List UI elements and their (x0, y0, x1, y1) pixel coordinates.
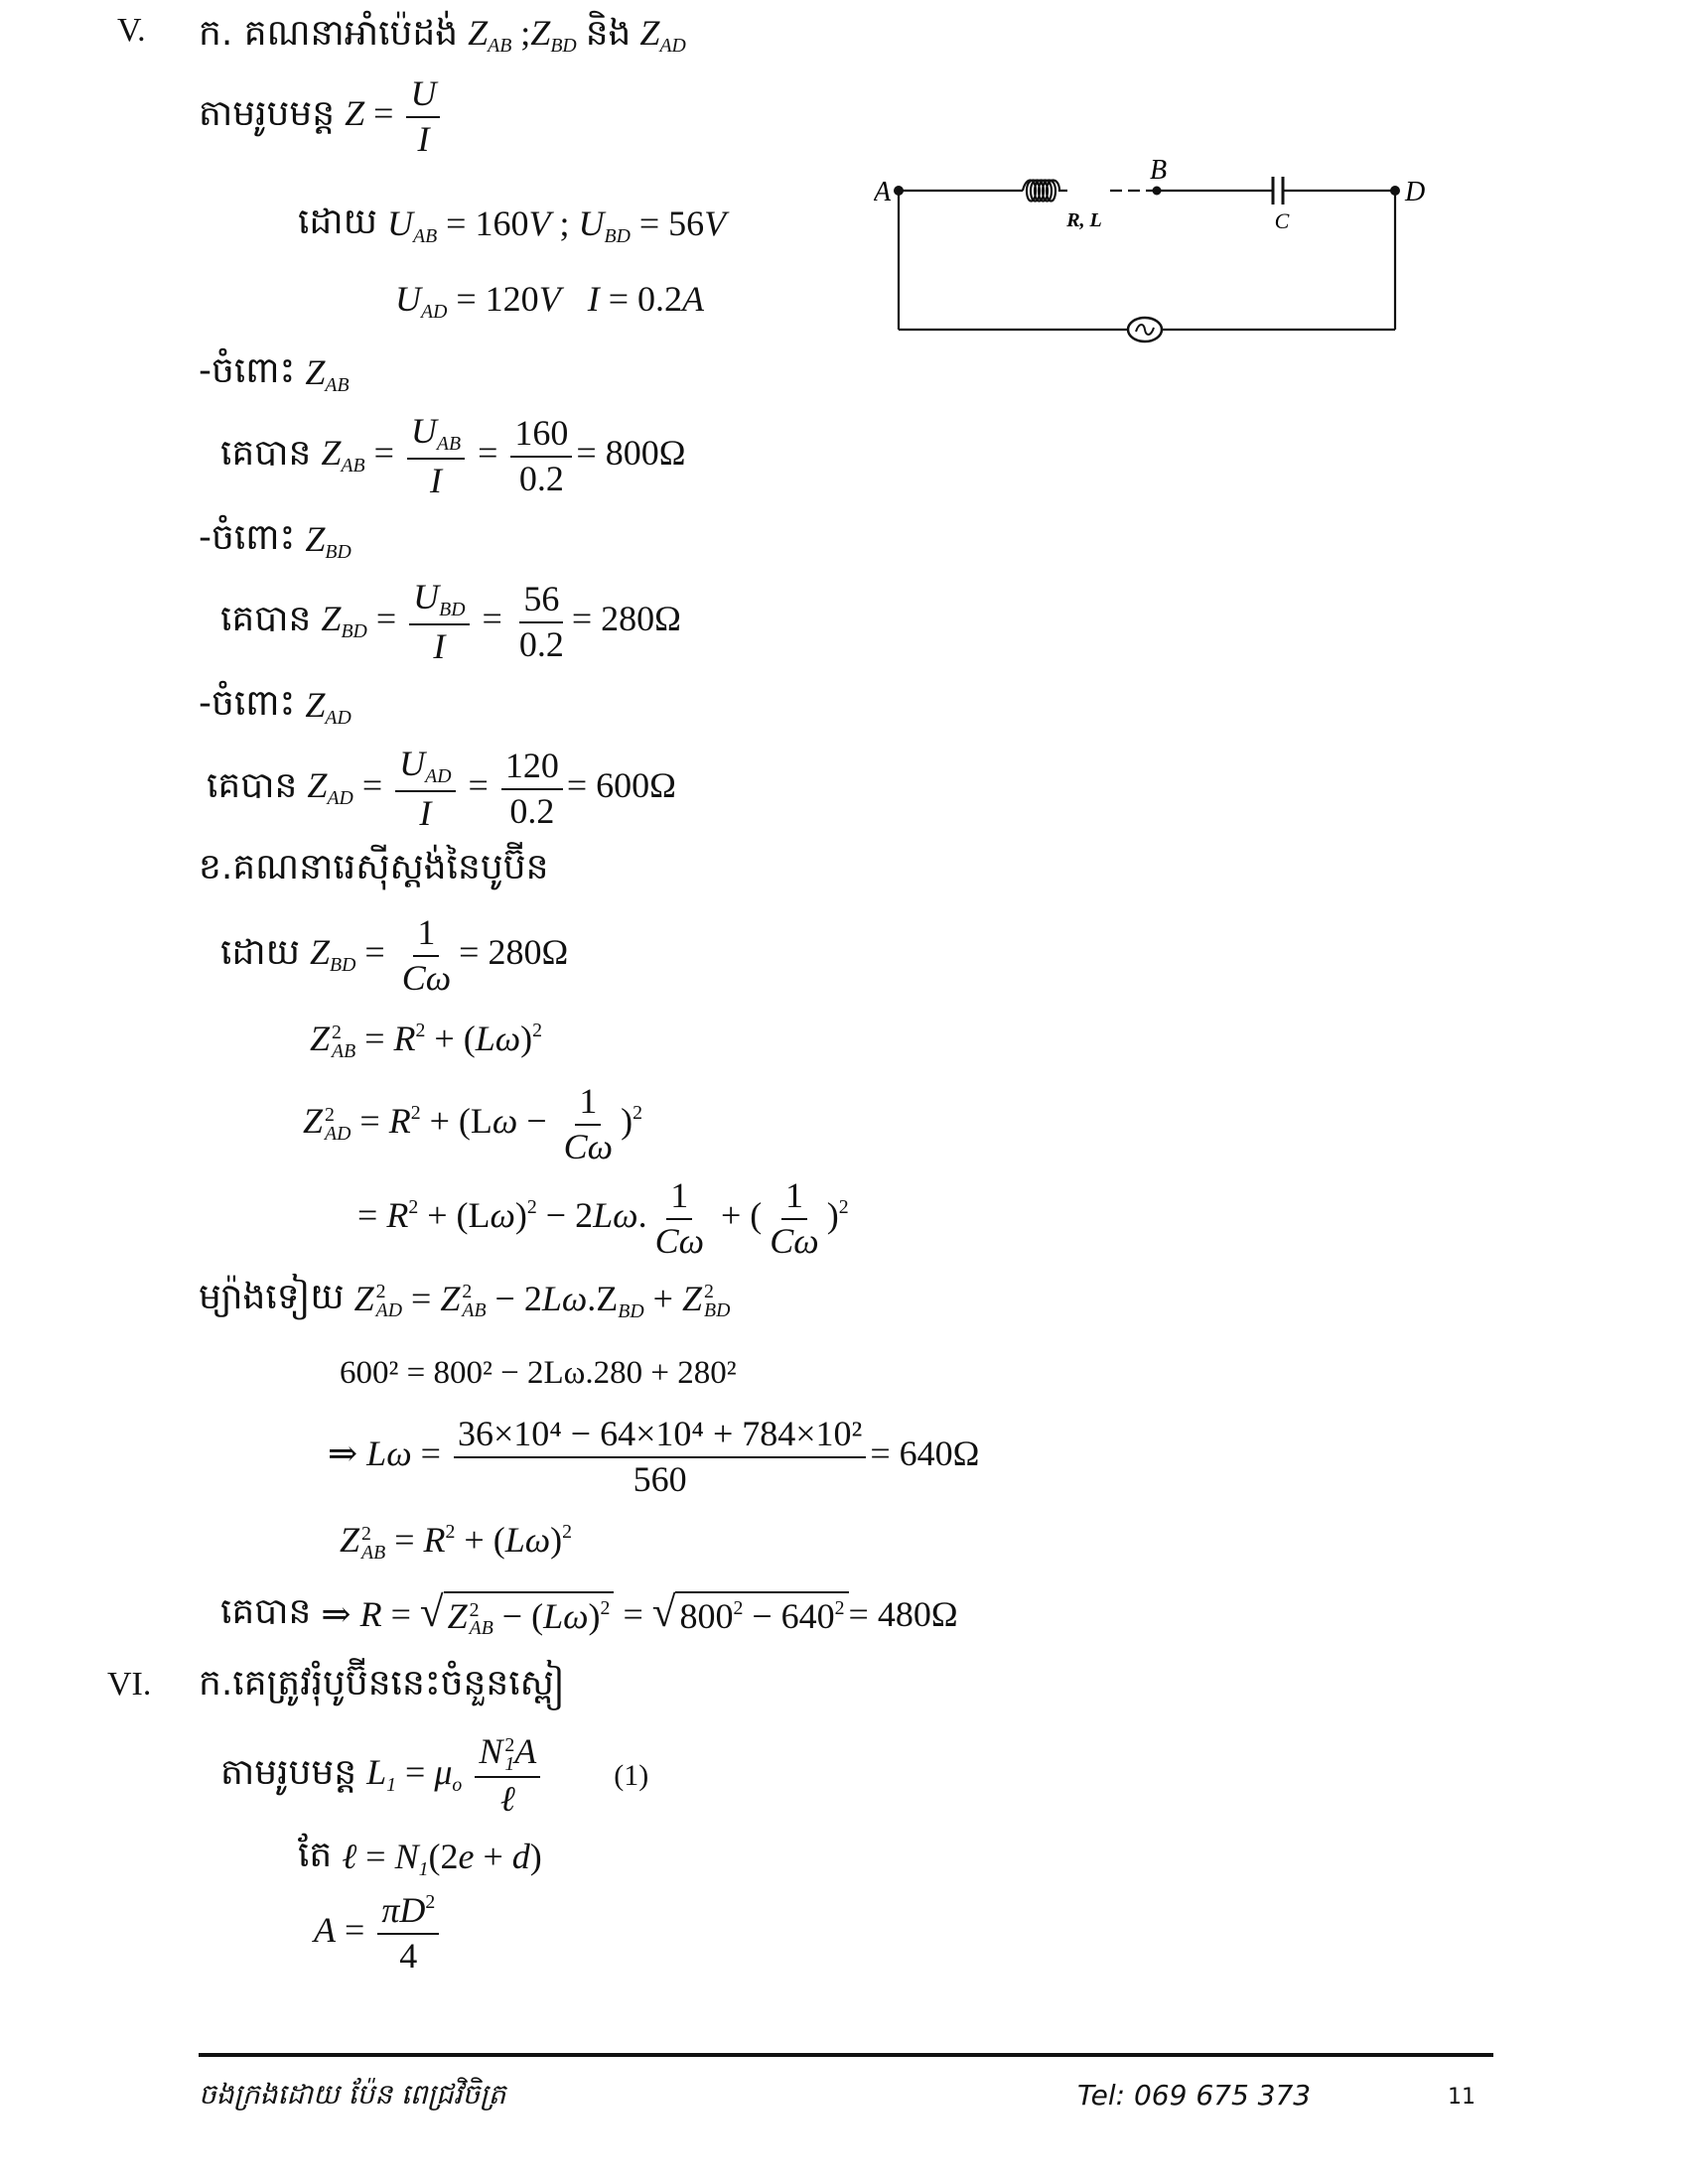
for-zab: -ចំពោះ $Z_{AB}$ (199, 347, 350, 400)
section-vi-label: VI. (107, 1666, 152, 1703)
heading-turns: ក.គេត្រូវរុំបូប៊ីននេះចំនួនស្ពៀ (199, 1663, 565, 1704)
circuit-diagram (874, 149, 1430, 357)
but-label: តែ (298, 1835, 333, 1875)
zab-num: 160 (510, 414, 572, 458)
heading-resistance: ខ.គណនារេស៊ីស្តង់នៃបូប៊ីន (199, 847, 549, 887)
ac-wave-icon (1136, 325, 1154, 335)
r-value: = 480Ω (848, 1593, 958, 1634)
equation-tag: (1) (614, 1758, 649, 1792)
lw-denominator: 560 (633, 1458, 687, 1499)
inductor-coil (1023, 181, 1067, 202)
zab-value: = 800Ω (576, 432, 686, 473)
eq-expanded: = $R^2 + (L\omega)^2 - 2L\omega$. $\frac{1}{C\omega}$ + ( $\frac{1}{C\omega}$ )$^2$ (357, 1175, 849, 1261)
node-a-label: A (874, 177, 892, 207)
node-b-label: B (1150, 155, 1168, 186)
given-values-2: $U_{AD} = 120V$ I = 0.2A (395, 279, 704, 323)
eq-length: តែ ℓ = $N_1(2e + d)$ (298, 1832, 542, 1884)
formula-intro: តាមរូបមន្ត (220, 1752, 357, 1794)
footer-phone: Tel: 069 675 373 (1077, 2079, 1312, 2112)
given-label: ដោយ (220, 932, 300, 974)
zad-den: 0.2 (509, 790, 555, 831)
node-d-dot (1390, 186, 1400, 196)
zbd-result: = 280Ω (459, 931, 569, 972)
eq-combined: ម្យ៉ាងទៀយ Z 2 AD = Z 2 AB − $2L\omega.Z_{BD} + Z$ 2 BD (199, 1274, 730, 1326)
zad-calc: គេបាន $Z_{AD}$ = $\frac{U_{AD}}{I}$ = $\frac{120}{0.2}$ = 600Ω (207, 744, 676, 833)
eq-r: គេបាន ⇒ R = √ Z 2 AB − $(L\omega)^2$ = √ $800^2 - 640^2$ = 480Ω (220, 1588, 958, 1640)
eq-zad-squared: Z 2 AD = $R^2 + (L\omega$ − $\frac{1}{C\omega}$ )$^2$ (303, 1081, 642, 1166)
heading-vars: $Z_{AB}$ $;Z_{BD}$ និង $Z_{AD}$ (468, 13, 686, 57)
result-label: គេបាន (220, 599, 312, 640)
result-label: គេបាន (207, 765, 298, 807)
zad-num: 120 (501, 747, 563, 790)
section-v-label: V. (117, 12, 146, 49)
zab-calc: គេបាន $Z_{AB}$ = $\frac{U_{AB}}{I}$ = $\frac{160}{0.2}$ = 800Ω (220, 411, 686, 500)
zbd-den: 0.2 (518, 623, 564, 664)
node-a-dot (894, 186, 904, 196)
rl-label: R, L (1066, 209, 1102, 231)
for-zad: -ចំពោះ $Z_{AD}$ (199, 680, 352, 733)
zbd-capacitor: ដោយ $Z_{BD}$ = $\frac{1}{C\omega}$ = 280Ω (220, 912, 569, 998)
eq-zab-squared-2: Z 2 AB = $R^2 + (L\omega)^2$ (340, 1520, 573, 1564)
lw-value: = 640Ω (870, 1433, 980, 1473)
for-label: -ចំពោះ (199, 683, 296, 724)
zbd-calc: គេបាន $Z_{BD}$ = $\frac{U_{BD}}{I}$ = $\frac{56}{0.2}$ = 280Ω (220, 577, 681, 666)
zad-value: = 600Ω (566, 764, 676, 805)
heading-impedance (199, 10, 686, 63)
footer-author: ចងក្រងដោយ ប៉ែន ពេជ្រវិចិត្រ (199, 2078, 506, 2111)
formula-inductance: តាមរូបមន្ត $L_1 = \mu_o$ N 2 1 A ℓ (1) (220, 1731, 649, 1819)
node-d-label: D (1405, 177, 1426, 207)
zab-den: 0.2 (518, 458, 564, 498)
given-values-1: ដោយ $U_{AB} = 160V$ ; $U_{BD} = 56V$ (298, 199, 726, 251)
zbd-value: = 280Ω (571, 598, 681, 638)
eq-lw: ⇒ Lω = $\frac{\text{36×10⁴ − 64×10⁴ + 784×10²}}{560}$ = 640Ω (328, 1414, 980, 1499)
eq-numeric: 600² = 800² − 2Lω.280 + 280² (340, 1355, 737, 1391)
heading-text: ក. គណនាអាំប៉េដង់ (199, 13, 459, 54)
given-label: ដោយ (298, 202, 377, 242)
formula-z: តាមរូបមន្ត Z = $\frac{U}{I}$ (199, 74, 444, 159)
for-label: -ចំពោះ (199, 517, 296, 558)
for-zbd: -ចំពោះ $Z_{BD}$ (199, 514, 352, 567)
formula-intro: តាមរូបមន្ត (199, 93, 336, 135)
zbd-num: 56 (519, 580, 563, 623)
for-label: -ចំពោះ (199, 350, 296, 391)
result-label: គេបាន (220, 433, 312, 475)
eq-zab-squared: Z 2 AB = $R^2 + (L\omega)^2$ (310, 1019, 543, 1062)
capacitor-label: C (1274, 208, 1290, 233)
result-label: គេបាន (220, 1591, 312, 1632)
footer-rule (199, 2053, 1493, 2057)
eq-area: A = $\frac{\pi D^2}{4}$ (314, 1891, 443, 1976)
other-label: ម្យ៉ាងទៀយ (199, 1277, 345, 1317)
node-b-dot (1153, 187, 1162, 196)
page-number: 11 (1448, 2085, 1476, 2110)
lw-numerator: 36×10⁴ − 64×10⁴ + 784×10² (454, 1415, 866, 1458)
